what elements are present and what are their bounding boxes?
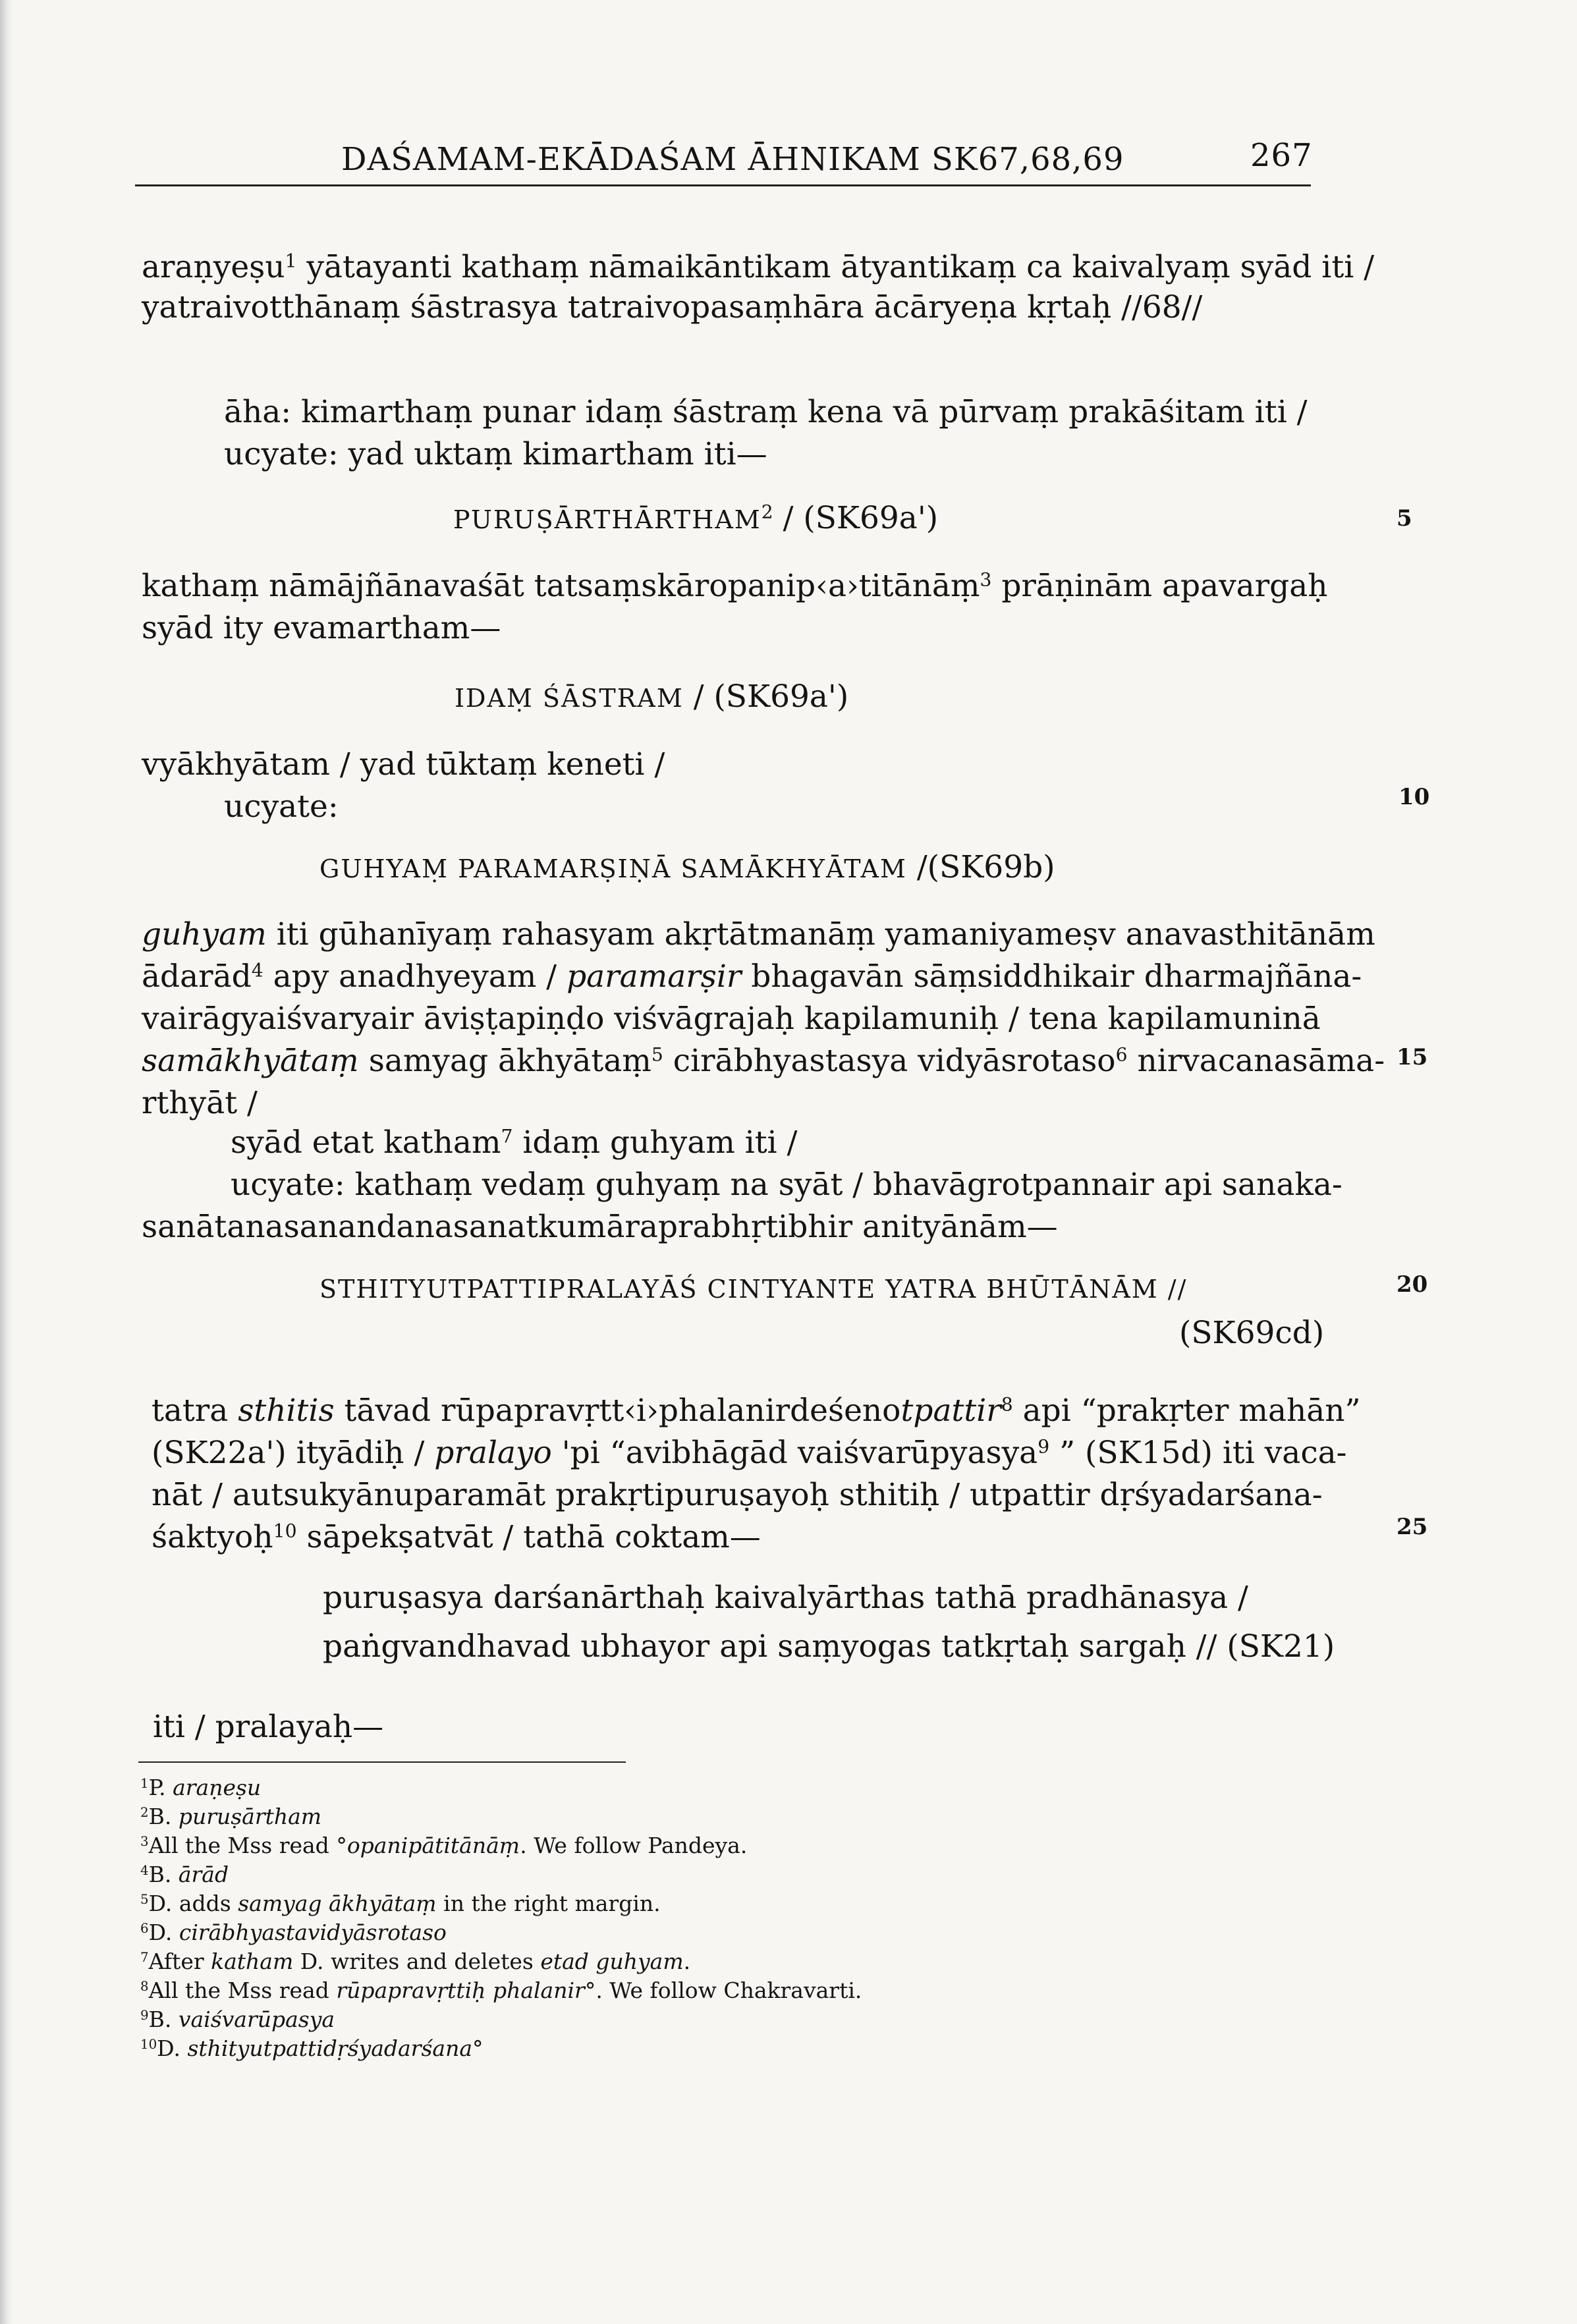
quote-line: paṅgvandhavad ubhayor api saṃyogas tatkṛtaḥ sargaḥ // (SK21) (323, 1628, 1335, 1665)
verse-heading: IDAṂ ŚĀSTRAM / (SK69a') (455, 678, 849, 715)
footnote: $^9$B. vaiśvarūpasya (140, 2006, 335, 2032)
footnote: $^6$D. cirābhyastavidyāsrotaso (140, 1920, 447, 1945)
verse-reference: (SK69cd) (1179, 1315, 1325, 1351)
text-line: vairāgyaiśvaryair āviṣṭapiṇḍo viśvāgrajaḥ kapilamuniḥ / tena kapilamuninā (142, 1001, 1321, 1037)
text-line: araṇyeṣu$^1$ yātayanti kathaṃ nāmaikāntikam ātyantikaṃ ca kaivalyaṃ syād iti / (142, 249, 1375, 285)
footnote: $^7$After katham D. writes and deletes etad guhyam. (140, 1949, 691, 1974)
text-line: ucyate: (224, 788, 339, 825)
footnote-ref[interactable]: 7 (501, 1125, 513, 1148)
line-number: 20 (1397, 1271, 1428, 1298)
verse-heading: GUHYAṂ PARAMARṢIṆĀ SAMĀKHYĀTAM /(SK69b) (319, 849, 1055, 885)
footnote-ref[interactable]: 2 (761, 501, 773, 523)
text-line: sanātanasanandanasanatkumāraprabhṛtibhir anityānām— (142, 1209, 1058, 1245)
text-line: iti / pralayaḥ— (153, 1709, 384, 1745)
page-number: 267 (1250, 137, 1313, 174)
text-line: tatra sthitis tāvad rūpapravṛtt‹i›phalanirdeśenotpattir$^8$ api “prakṛter mahān” (152, 1393, 1361, 1429)
text-line: syād etat katham$^7$ idaṃ guhyam iti / (231, 1124, 798, 1161)
footnote: $^4$B. ārād (140, 1862, 229, 1887)
text-line: vyākhyātam / yad tūktaṃ keneti / (142, 746, 665, 783)
footnote-ref[interactable]: 8 (1001, 1393, 1013, 1416)
footnote-ref[interactable]: 9 (1038, 1435, 1050, 1458)
line-number: 25 (1397, 1514, 1428, 1540)
footnote: $^1$P. araṇeṣu (140, 1775, 262, 1800)
text-line: rthyāt / (142, 1085, 258, 1121)
text-line: śaktyoḥ$^{10}$ sāpekṣatvāt / tathā coktam— (152, 1519, 761, 1555)
text-line: syād ity evamartham— (142, 610, 501, 646)
line-number: 5 (1397, 505, 1412, 532)
footnote-ref[interactable]: 6 (1115, 1043, 1128, 1066)
text-line: yatraivotthānaṃ śāstrasya tatraivopasaṃhāra ācāryeṇa kṛtaḥ //68// (142, 289, 1203, 325)
text-line: ucyate: yad uktaṃ kimartham iti— (224, 436, 767, 472)
text-line: āha: kimarthaṃ punar idaṃ śāstraṃ kena vā pūrvaṃ prakāśitam iti / (224, 394, 1308, 430)
footnote-ref[interactable]: 3 (980, 568, 992, 591)
footnote: $^3$All the Mss read °opanipātitānāṃ. We follow Pandeya. (140, 1833, 748, 1858)
scan-edge (0, 0, 13, 2324)
verse-heading: STHITYUTPATTIPRALAYĀŚ CINTYANTE YATRA BHŪTĀNĀM // (319, 1275, 1188, 1304)
footnote-rule (138, 1761, 626, 1763)
text-line: nāt / autsukyānuparamāt prakṛtipuruṣayoḥ sthitiḥ / utpattir dṛśyadarśana- (152, 1477, 1323, 1513)
verse-heading: PURUṢĀRTHĀRTHAM$^2$ / (SK69a') (453, 500, 939, 536)
text-line: ādarād$^4$ apy anadhyeyam / paramarṣir bhagavān sāṃsiddhikair dharmajñāna- (142, 958, 1362, 995)
footnote: $^{10}$D. sthityutpattidṛśyadarśana° (140, 2035, 484, 2061)
footnote-ref[interactable]: 4 (251, 959, 263, 982)
text-line: kathaṃ nāmājñānavaśāt tatsaṃskāropanip‹a›titānāṃ$^3$ prāṇinām apavargaḥ (142, 568, 1328, 604)
header-rule (135, 184, 1311, 186)
text-line: ucyate: kathaṃ vedaṃ guhyaṃ na syāt / bhavāgrotpannair api sanaka- (231, 1167, 1342, 1203)
running-header-title: DAŚAMAM-EKĀDAŚAM ĀHNIKAM SK67,68,69 (341, 141, 1124, 178)
quote-line: puruṣasya darśanārthaḥ kaivalyārthas tathā pradhānasya / (323, 1580, 1248, 1616)
footnote: $^2$B. puruṣārtham (140, 1804, 322, 1829)
text-line: guhyam iti gūhanīyaṃ rahasyam akṛtātmanāṃ yamaniyameṣv anavasthitānām (142, 916, 1375, 953)
line-number: 15 (1397, 1044, 1428, 1070)
footnote: $^5$D. adds samyag ākhyātaṃ in the right margin. (140, 1891, 661, 1916)
footnote: $^8$All the Mss read rūpapravṛttiḥ phalanir°. We follow Chakravarti. (140, 1978, 862, 2003)
text-line: samākhyātaṃ samyag ākhyātaṃ$^5$ cirābhyastasya vidyāsrotaso$^6$ nirvacanasāma- (142, 1043, 1385, 1079)
footnote-ref[interactable]: 10 (273, 1520, 297, 1542)
line-number: 10 (1398, 784, 1430, 810)
footnote-ref[interactable]: 5 (651, 1043, 663, 1066)
footnote-ref[interactable]: 1 (285, 250, 297, 272)
text-line: (SK22a') ityādiḥ / pralayo 'pi “avibhāgād vaiśvarūpyasya$^9$ ” (SK15d) iti vaca- (152, 1435, 1347, 1471)
